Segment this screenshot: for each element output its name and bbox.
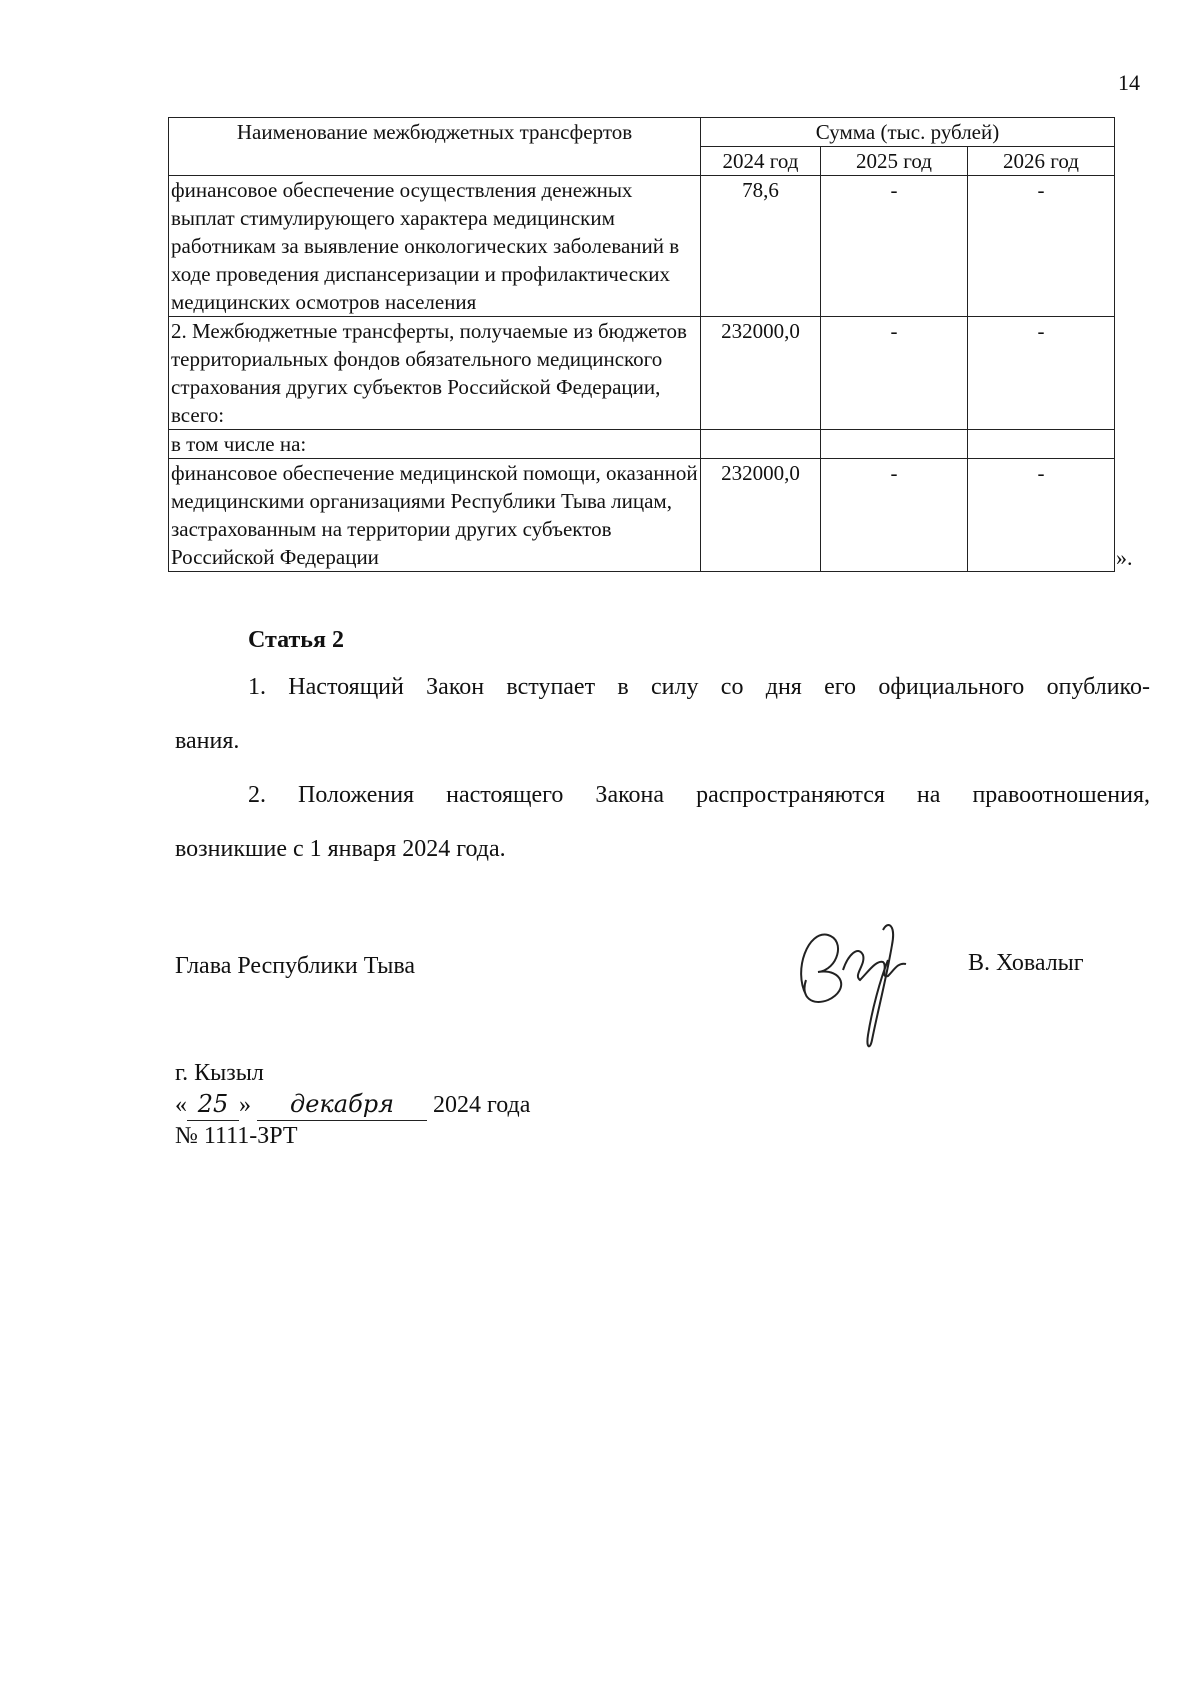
value-2025: - bbox=[821, 176, 968, 317]
date-line: « 25 » декабря 2024 года bbox=[175, 1089, 530, 1121]
date-year: 2024 года bbox=[433, 1092, 531, 1118]
value-2026 bbox=[968, 430, 1115, 459]
transfers-table bbox=[168, 117, 1115, 572]
row-name: финансовое обеспечение осуществления денежных выплат стимулирующего характера медицинским работникам за выявление онкологических заболеваний в ходе проведения диспансеризации и профилактических медицинских осмотров населения bbox=[169, 176, 701, 317]
value-2025: - bbox=[821, 317, 968, 430]
value-2026: - bbox=[968, 317, 1115, 430]
header-name: Наименование межбюджетных трансфертов bbox=[169, 118, 701, 176]
row-name: в том числе на: bbox=[169, 430, 701, 459]
signatory-title: Глава Республики Тыва bbox=[175, 953, 416, 979]
paragraph-1-line-2: вания. bbox=[175, 728, 240, 754]
article-paragraph-2 bbox=[175, 768, 1150, 876]
header-year-2025: 2025 год bbox=[821, 147, 968, 176]
row-name: финансовое обеспечение медицинской помощи, оказанной медицинскими организациями Республики Тыва лицам, застрахованным на территории других субъектов Российской Федерации bbox=[169, 459, 701, 572]
value-2026: - bbox=[968, 459, 1115, 572]
paragraph-2-line-2: возникшие с 1 января 2024 года. bbox=[175, 836, 506, 862]
header-sum: Сумма (тыс. рублей) bbox=[701, 118, 1115, 147]
handwritten-signature bbox=[788, 900, 928, 1050]
paragraph-1-line-1: 1. Настоящий Закон вступает в силу со дня его официального опублико- bbox=[248, 674, 1150, 700]
table-header-row bbox=[169, 118, 1115, 147]
value-2024 bbox=[701, 430, 821, 459]
value-2024: 232000,0 bbox=[701, 459, 821, 572]
date-month: декабря bbox=[257, 1089, 427, 1121]
table-row bbox=[169, 430, 1115, 459]
row-name: 2. Межбюджетные трансферты, получаемые из бюджетов территориальных фондов обязательного медицинского страхования других субъектов Российской Федерации, всего: bbox=[169, 317, 701, 430]
signatory-name: В. Ховалыг bbox=[968, 950, 1084, 976]
city: г. Кызыл bbox=[175, 1060, 264, 1086]
article-title: Статья 2 bbox=[248, 627, 344, 653]
page-number: 14 bbox=[1118, 70, 1140, 95]
table-row bbox=[169, 459, 1115, 572]
value-2025 bbox=[821, 430, 968, 459]
law-number: № 1111-ЗРТ bbox=[175, 1123, 298, 1149]
date-day: 25 bbox=[187, 1089, 239, 1121]
header-year-2026: 2026 год bbox=[968, 147, 1115, 176]
value-2026: - bbox=[968, 176, 1115, 317]
value-2025: - bbox=[821, 459, 968, 572]
table-row bbox=[169, 317, 1115, 430]
value-2024: 78,6 bbox=[701, 176, 821, 317]
value-2024: 232000,0 bbox=[701, 317, 821, 430]
table-row bbox=[169, 176, 1115, 317]
paragraph-2-line-1: 2. Положения настоящего Закона распространяются на правоотношения, bbox=[248, 782, 1150, 808]
place-date-block bbox=[175, 1058, 530, 1152]
closing-quote: ». bbox=[1116, 545, 1133, 570]
header-year-2024: 2024 год bbox=[701, 147, 821, 176]
article-paragraph-1 bbox=[175, 660, 1150, 768]
